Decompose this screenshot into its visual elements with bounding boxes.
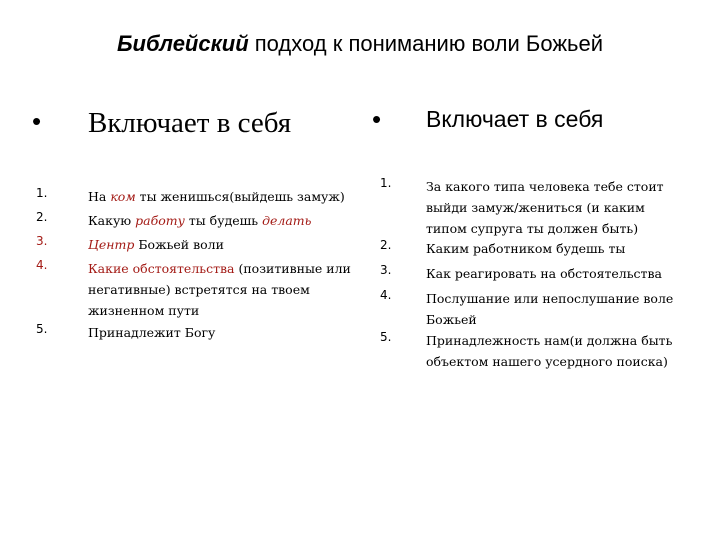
right-bullet-icon: • [372, 104, 382, 134]
left-item-3 [36, 234, 354, 258]
right-item-number: 3. [380, 263, 392, 277]
left-item-text: Какие обстоятельства (позитивные или негативные) встретятся на твоем жизненном пути [88, 261, 351, 318]
left-heading: Включает в себя [88, 107, 292, 139]
left-item-highlight: работу [135, 213, 185, 228]
left-item-text: На ком ты женишься(выйдешь замуж) [88, 189, 345, 204]
left-item-text: Принадлежит Богу [88, 325, 216, 340]
title-text: подход к пониманию воли Божьей [254, 31, 604, 56]
right-item-3 [380, 263, 710, 288]
left-item-number: 2. [36, 210, 48, 224]
right-item-1 [380, 176, 710, 238]
right-item-number: 5. [380, 330, 392, 344]
left-item-text: Какую работу ты будешь делать [88, 213, 312, 228]
left-item-number: 3. [36, 234, 48, 248]
right-list [380, 176, 710, 372]
slide-title [0, 30, 720, 58]
right-heading: Включает в себя [426, 106, 604, 132]
left-item-number: 5. [36, 322, 48, 336]
right-item-text: Каким работником будешь ты [426, 241, 626, 256]
left-item-number: 1. [36, 186, 48, 200]
left-item-2 [36, 210, 354, 234]
right-item-number: 1. [380, 176, 392, 190]
left-item-4 [36, 258, 354, 322]
right-item-text: Принадлежность нам(и должна быть объектом нашего усердного поиска) [426, 333, 673, 369]
left-item-5 [36, 322, 354, 346]
left-list [36, 186, 354, 346]
left-bullet-icon: • [32, 106, 42, 136]
right-item-2 [380, 238, 710, 263]
right-item-number: 2. [380, 238, 392, 252]
left-item-number: 4. [36, 258, 48, 272]
right-item-5 [380, 330, 710, 372]
right-item-text: За какого типа человека тебе стоит выйди замуж/жениться (и каким типом супруга ты должен быть) [426, 179, 664, 236]
right-item-4 [380, 288, 710, 330]
right-item-number: 4. [380, 288, 392, 302]
title-emphasis: Библейский [116, 31, 249, 56]
left-item-highlight: делать [262, 213, 312, 228]
right-item-text: Как реагировать на обстоятельства [426, 266, 662, 281]
left-item-highlight: Центр [88, 237, 135, 252]
left-item-1 [36, 186, 354, 210]
left-item-highlight: Какие обстоятельства [88, 261, 235, 276]
left-item-text: Центр Божьей воли [88, 237, 224, 252]
right-item-text: Послушание или непослушание воле Божьей [426, 291, 674, 327]
left-item-highlight: ком [110, 189, 136, 204]
